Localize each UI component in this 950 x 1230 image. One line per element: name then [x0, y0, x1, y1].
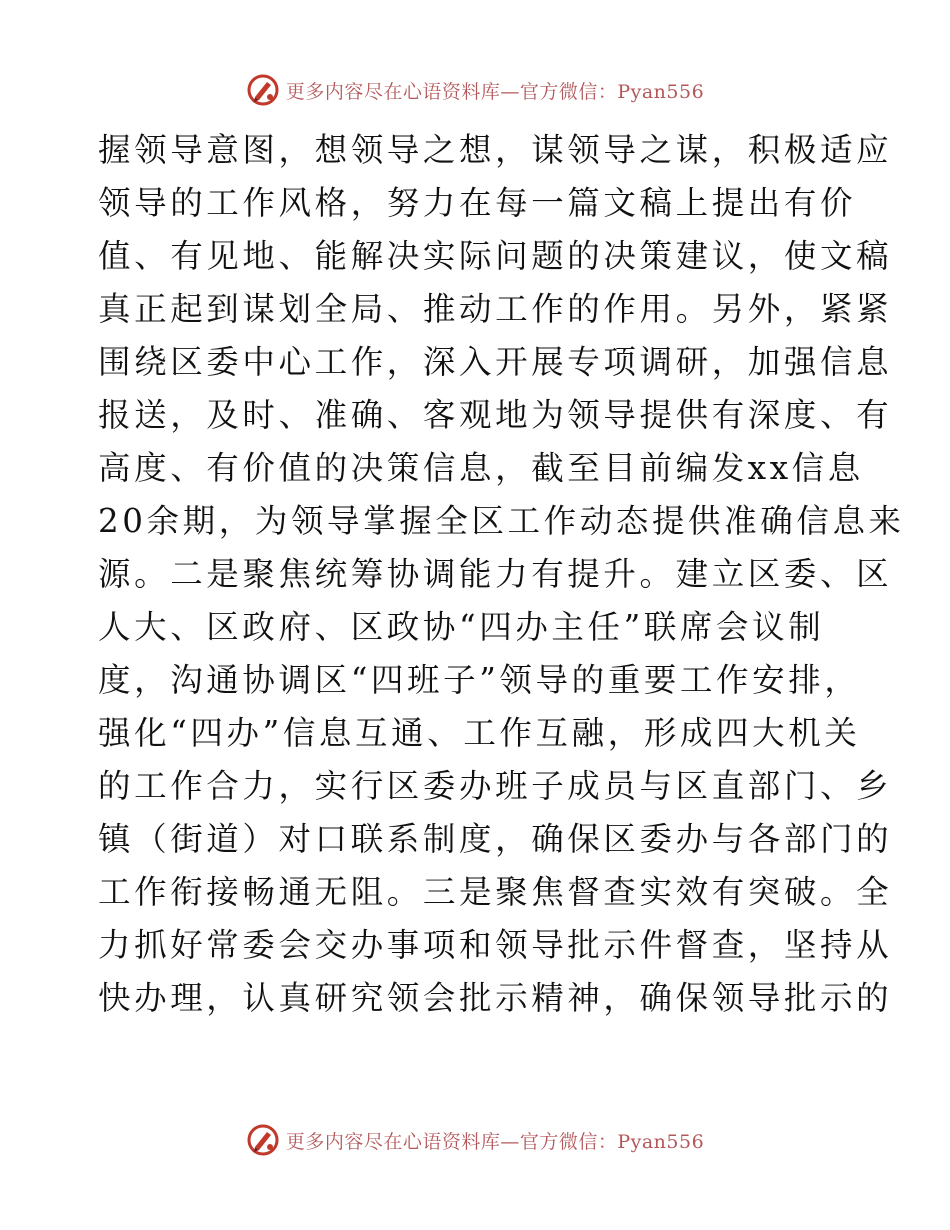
text-line: 人大、区政府、区政协“四办主任”联席会议制 — [98, 608, 825, 646]
text-line: 值、有见地、能解决实际问题的决策建议，使文稿 — [98, 237, 893, 275]
header-wechat: 官方微信：Pyan556 — [519, 80, 705, 103]
header-banner-text — [286, 77, 704, 104]
text-line: 强化“四办”信息互通、工作互融，形成四大机关 — [98, 714, 861, 752]
header-title: 更多内容尽在心语资料库 — [285, 80, 501, 103]
header-separator: — — [500, 80, 520, 103]
pen-logo-icon — [246, 1123, 280, 1157]
body-text — [98, 124, 905, 1025]
footer-separator: — — [500, 1130, 520, 1153]
text-line: 镇（街道）对口联系制度，确保区委办与各部门的 — [98, 820, 893, 858]
footer-banner[interactable] — [0, 1122, 950, 1158]
pen-logo-icon — [246, 73, 280, 107]
text-line: 快办理，认真研究领会批示精神，确保领导批示的 — [98, 979, 893, 1017]
footer-banner-text — [286, 1127, 704, 1154]
text-line: 握领导意图，想领导之想，谋领导之谋，积极适应 — [98, 131, 893, 169]
text-line: 力抓好常委会交办事项和领导批示件督查，坚持从 — [98, 926, 893, 964]
text-line: 领导的工作风格，努力在每一篇文稿上提出有价 — [98, 184, 857, 222]
footer-wechat: 官方微信：Pyan556 — [519, 1130, 705, 1153]
header-banner[interactable] — [0, 72, 950, 108]
text-line: 度，沟通协调区“四班子”领导的重要工作安排， — [98, 661, 861, 699]
text-line: 报送，及时、准确、客观地为领导提供有深度、有 — [98, 396, 893, 434]
text-line: 围绕区委中心工作，深入开展专项调研，加强信息 — [98, 343, 893, 381]
text-line: 工作衔接畅通无阻。三是聚焦督查实效有突破。全 — [98, 873, 893, 911]
footer-title: 更多内容尽在心语资料库 — [285, 1130, 501, 1153]
text-line: 真正起到谋划全局、推动工作的作用。另外，紧紧 — [98, 290, 893, 328]
text-line: 源。二是聚焦统筹协调能力有提升。建立区委、区 — [98, 555, 893, 593]
text-line: 高度、有价值的决策信息，截至目前编发xx信息 — [98, 449, 864, 487]
text-line: 20余期，为领导掌握全区工作动态提供准确信息来 — [98, 502, 905, 540]
text-line: 的工作合力，实行区委办班子成员与区直部门、乡 — [98, 767, 893, 805]
